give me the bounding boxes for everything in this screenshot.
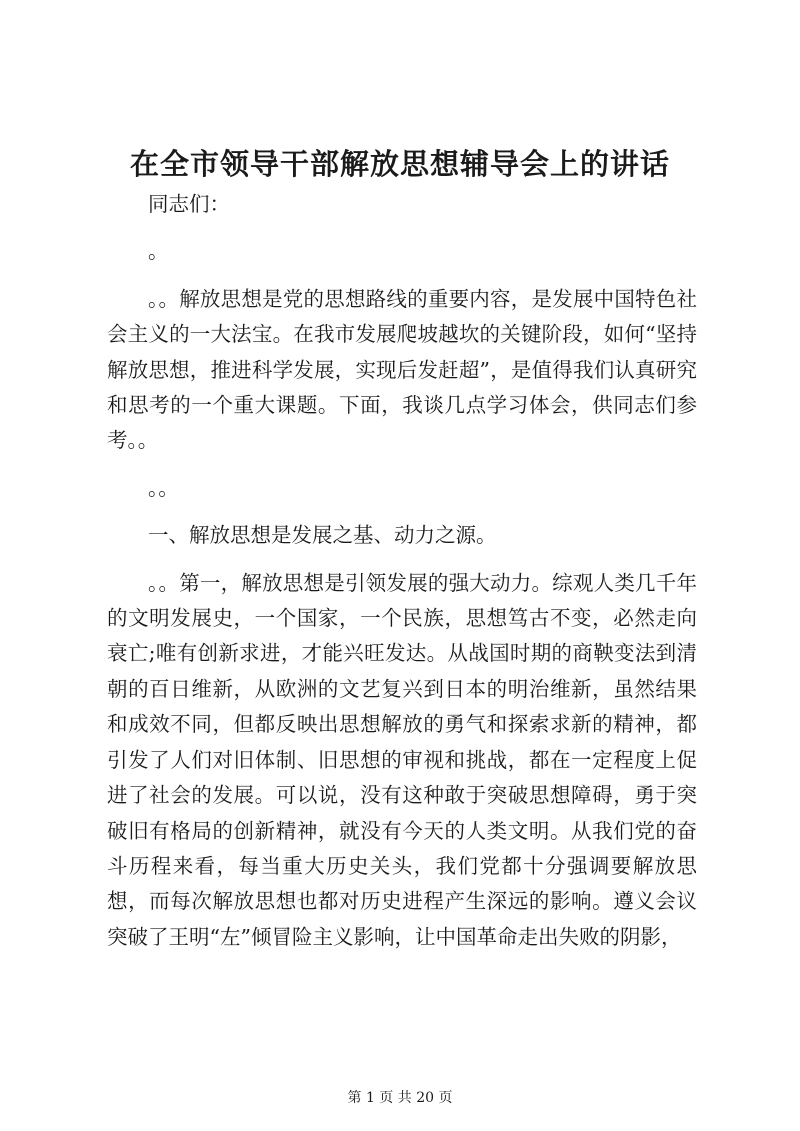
paragraph: 。。	[148, 475, 179, 500]
paragraph: 。。第一，解放思想是引领发展的强大动力。综观人类几千年的文明发展史，一个国家，一个民族，思想笃古不变，必然走向衰亡;唯有创新求进，才能兴旺发达。从战国时期的商鞅变法到清朝的百日维新，从欧洲的文艺复兴到日本的明治维新，虽然结果和成效不同，但都反映出思想解放的勇气和探索求新的精神，都引发了人们对旧体制、旧思想的审视和挑战，都在一定程度上促进了社会的发展。可以说，没有这种敢于突破思想障碍，勇于突破旧有格局的创新精神，就没有今天的人类文明。从我们党的奋斗历程来看，每当重大历史关头，我们党都十分强调要解放思想，而每次解放思想也都对历史进程产生深远的影响。遵义会议突破了王明“左”倾冒险主义影响，让中国革命走出失败的阴影，	[107, 570, 697, 949]
section-heading: 一、解放思想是发展之基、动力之源。	[148, 523, 497, 548]
paragraph: 。	[148, 239, 169, 264]
paragraph: 。。解放思想是党的思想路线的重要内容，是发展中国特色社会主义的一大法宝。在我市发展爬坡越坎的关键阶段，如何“坚持解放思想，推进科学发展，实现后发赶超”，是值得我们认真研究和思考的一个重大课题。下面，我谈几点学习体会，供同志们参考。。	[107, 286, 697, 453]
document-body	[107, 187, 697, 955]
document-title: 在全市领导干部解放思想辅导会上的讲话	[129, 147, 670, 181]
page-number: 第 1 页 共 20 页	[347, 1090, 453, 1106]
paragraph-greeting: 同志们：	[148, 192, 230, 216]
